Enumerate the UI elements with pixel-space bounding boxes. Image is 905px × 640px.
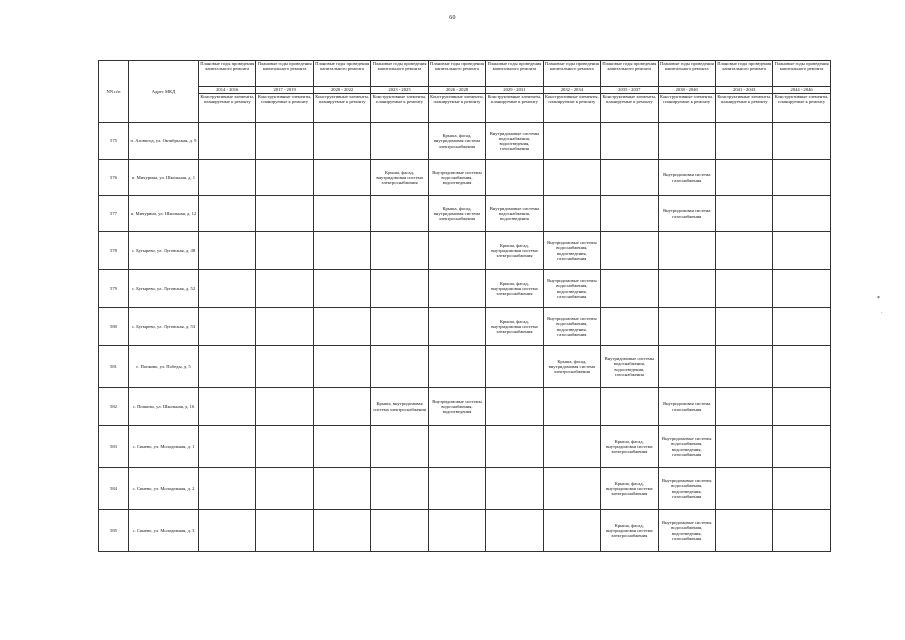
period-range: 2032 - 2034 xyxy=(543,87,600,94)
elements-cell xyxy=(256,270,313,308)
row-number: 584 xyxy=(99,468,129,510)
period-heading: Плановые годы проведения капитального ремонта xyxy=(773,61,831,87)
elements-cell xyxy=(773,308,831,346)
elements-cell: Внутридомовая система газоснабжения xyxy=(658,196,715,232)
elements-cell xyxy=(715,510,772,552)
elements-cell xyxy=(428,426,485,468)
elements-cell xyxy=(256,346,313,388)
elements-cell: Крыша, фасад, внутридомовая система электроснабжения xyxy=(428,196,485,232)
repair-schedule-table xyxy=(98,60,831,552)
elements-cell xyxy=(313,270,370,308)
elements-cell xyxy=(428,346,485,388)
elements-cell xyxy=(715,426,772,468)
elements-cell xyxy=(486,388,543,426)
elements-cell xyxy=(256,426,313,468)
elements-cell xyxy=(313,468,370,510)
elements-cell xyxy=(371,468,428,510)
elements-cell: Внутридомовые системы водоснабжения, водоотведения, газоснабжения xyxy=(658,468,715,510)
page-number: 60 xyxy=(449,15,456,21)
elements-cell xyxy=(773,232,831,270)
elements-cell xyxy=(199,232,256,270)
period-heading: Плановые годы проведения капитального ремонта xyxy=(256,61,313,87)
elements-cell xyxy=(486,160,543,196)
elements-cell xyxy=(715,196,772,232)
elements-cell xyxy=(773,388,831,426)
elements-cell xyxy=(371,308,428,346)
elements-cell: Крыша, фасад, внутридомовая система электроснабжения xyxy=(486,232,543,270)
elements-cell xyxy=(199,270,256,308)
elements-cell xyxy=(543,123,600,160)
table-row xyxy=(99,308,831,346)
elements-cell xyxy=(601,308,658,346)
elements-cell: Крыша, внутридомовая система электроснабжения xyxy=(371,388,428,426)
address-cell: с. Попково, ул. Победы, д. 5 xyxy=(129,346,199,388)
elements-cell xyxy=(371,270,428,308)
elements-cell xyxy=(601,160,658,196)
elements-cell xyxy=(543,426,600,468)
elements-cell: Крыша, фасад, внутридомовая система электроснабжения xyxy=(543,346,600,388)
address-cell: п. Мичурина, ул. Школьная, д. 1 xyxy=(129,160,199,196)
elements-cell xyxy=(715,123,772,160)
period-heading: Плановые годы проведения капитального ремонта xyxy=(313,61,370,87)
elements-cell xyxy=(773,123,831,160)
elements-heading: Конструктивные элементы, планируемые к ремонту xyxy=(371,94,428,123)
row-number: 576 xyxy=(99,160,129,196)
period-range: 2020 - 2022 xyxy=(313,87,370,94)
elements-cell xyxy=(543,160,600,196)
table-row xyxy=(99,510,831,552)
elements-cell xyxy=(715,346,772,388)
elements-cell xyxy=(313,426,370,468)
address-cell: с. Попково, ул. Школьная, д. 16 xyxy=(129,388,199,426)
elements-cell xyxy=(371,426,428,468)
period-range: 2041 - 2043 xyxy=(715,87,772,94)
elements-cell xyxy=(773,196,831,232)
elements-cell xyxy=(256,510,313,552)
elements-cell xyxy=(313,232,370,270)
period-range: 2026 - 2028 xyxy=(428,87,485,94)
elements-cell xyxy=(256,388,313,426)
row-number: 583 xyxy=(99,426,129,468)
elements-cell xyxy=(601,232,658,270)
elements-cell xyxy=(601,388,658,426)
elements-cell xyxy=(773,346,831,388)
elements-cell xyxy=(371,196,428,232)
elements-cell: Крыша, фасад, внутридомовая система электроснабжения xyxy=(601,510,658,552)
elements-heading: Конструктивные элементы, планируемые к ремонту xyxy=(313,94,370,123)
elements-cell xyxy=(428,232,485,270)
elements-cell xyxy=(199,196,256,232)
period-heading: Плановые годы проведения капитального ремонта xyxy=(715,61,772,87)
num-column-header: NN п/п xyxy=(99,61,129,123)
elements-heading: Конструктивные элементы, планируемые к ремонту xyxy=(773,94,831,123)
row-number: 582 xyxy=(99,388,129,426)
elements-cell xyxy=(773,510,831,552)
elements-cell xyxy=(256,160,313,196)
address-cell: с. Синево, ул. Молодежная, д. 3 xyxy=(129,510,199,552)
elements-cell xyxy=(371,510,428,552)
elements-cell xyxy=(773,160,831,196)
elements-heading: Конструктивные элементы, планируемые к ремонту xyxy=(256,94,313,123)
elements-cell xyxy=(428,468,485,510)
elements-cell xyxy=(371,123,428,160)
address-cell: с. Синево, ул. Молодежная, д. 1 xyxy=(129,426,199,468)
elements-cell xyxy=(715,232,772,270)
address-cell: с. Синево, ул. Молодежная, д. 2 xyxy=(129,468,199,510)
elements-cell xyxy=(601,196,658,232)
elements-cell xyxy=(199,426,256,468)
elements-cell xyxy=(658,232,715,270)
row-number: 578 xyxy=(99,232,129,270)
elements-cell: Внутридомовые системы водоснабжения, водоотведения, газоснабжения xyxy=(658,426,715,468)
elements-heading: Конструктивные элементы, планируемые к ремонту xyxy=(428,94,485,123)
elements-cell xyxy=(601,270,658,308)
elements-cell xyxy=(256,308,313,346)
elements-cell xyxy=(658,346,715,388)
elements-cell xyxy=(715,308,772,346)
elements-cell: Внутридомовые системы водоснабжения, водоотведения, газоснабжения xyxy=(486,123,543,160)
elements-cell xyxy=(313,160,370,196)
period-heading: Плановые годы проведения капитального ремонта xyxy=(371,61,428,87)
elements-cell xyxy=(428,308,485,346)
elements-cell xyxy=(658,308,715,346)
elements-cell: Внутридомовые системы водоснабжения, водоотведения xyxy=(428,160,485,196)
elements-cell xyxy=(773,426,831,468)
address-column-header: Адрес МКД xyxy=(129,61,199,123)
row-number: 580 xyxy=(99,308,129,346)
elements-cell xyxy=(486,426,543,468)
elements-cell xyxy=(199,388,256,426)
elements-cell: Внутридомовые системы водоснабжения, водоотведения xyxy=(428,388,485,426)
elements-cell: Внутридомовые системы водоснабжения, водоотведения, газоснабжения xyxy=(543,232,600,270)
elements-cell xyxy=(256,123,313,160)
address-cell: п. Мичурина, ул. Школьная, д. 12 xyxy=(129,196,199,232)
elements-cell xyxy=(256,232,313,270)
elements-cell: Внутридомовая система газоснабжения xyxy=(658,160,715,196)
table-row xyxy=(99,468,831,510)
table-row xyxy=(99,426,831,468)
elements-cell: Внутридомовая система газоснабжения xyxy=(658,388,715,426)
elements-cell xyxy=(199,468,256,510)
elements-cell xyxy=(313,308,370,346)
period-heading: Плановые годы проведения капитального ремонта xyxy=(486,61,543,87)
elements-cell xyxy=(486,510,543,552)
table-row xyxy=(99,270,831,308)
elements-cell xyxy=(715,388,772,426)
table-body xyxy=(99,123,831,552)
elements-cell xyxy=(486,468,543,510)
margin-mark: * xyxy=(877,296,880,302)
elements-heading: Конструктивные элементы, планируемые к ремонту xyxy=(543,94,600,123)
elements-cell: Внутридомовые системы водоснабжения, водоотведения, газоснабжения xyxy=(543,270,600,308)
table-row xyxy=(99,196,831,232)
row-number: 585 xyxy=(99,510,129,552)
elements-cell xyxy=(199,123,256,160)
elements-cell: Внутридомовые системы водоснабжения, водоотведения, газоснабжения xyxy=(658,510,715,552)
elements-cell: Крыша, фасад, внутридомовая система электроснабжения xyxy=(371,160,428,196)
elements-cell xyxy=(371,346,428,388)
elements-cell xyxy=(256,468,313,510)
elements-cell xyxy=(543,388,600,426)
elements-cell xyxy=(313,346,370,388)
elements-cell xyxy=(256,196,313,232)
address-cell: с. Бугырево, ул. Луговская, д. 52 xyxy=(129,270,199,308)
table-row xyxy=(99,388,831,426)
elements-cell xyxy=(313,510,370,552)
elements-cell: Крыша, фасад, внутридомовая система электроснабжения xyxy=(486,270,543,308)
address-cell: п. Азовпгод, ул. Октябрьская, д. 9 xyxy=(129,123,199,160)
period-range: 2023 - 2025 xyxy=(371,87,428,94)
elements-cell xyxy=(543,510,600,552)
period-range: 2038 - 2040 xyxy=(658,87,715,94)
elements-heading: Конструктивные элементы, планируемые к ремонту xyxy=(199,94,256,123)
elements-cell xyxy=(543,468,600,510)
elements-cell xyxy=(773,468,831,510)
elements-heading: Конструктивные элементы, планируемые к ремонту xyxy=(715,94,772,123)
elements-cell xyxy=(371,232,428,270)
elements-cell xyxy=(428,510,485,552)
elements-cell xyxy=(199,308,256,346)
elements-cell xyxy=(313,123,370,160)
elements-cell xyxy=(773,270,831,308)
period-heading: Плановые годы проведения капитального ремонта xyxy=(658,61,715,87)
table-header xyxy=(99,61,831,123)
row-number: 579 xyxy=(99,270,129,308)
period-heading: Плановые годы проведения капитального ремонта xyxy=(601,61,658,87)
table-row xyxy=(99,160,831,196)
period-heading: Плановые годы проведения капитального ремонта xyxy=(199,61,256,87)
elements-cell xyxy=(199,510,256,552)
elements-cell: Крыша, фасад, внутридомовая система электроснабжения xyxy=(601,468,658,510)
row-number: 577 xyxy=(99,196,129,232)
elements-cell xyxy=(715,468,772,510)
elements-heading: Конструктивные элементы, планируемые к ремонту xyxy=(486,94,543,123)
table-row xyxy=(99,346,831,388)
elements-cell xyxy=(313,388,370,426)
elements-heading: Конструктивные элементы, планируемые к ремонту xyxy=(658,94,715,123)
elements-cell xyxy=(715,270,772,308)
elements-cell xyxy=(715,160,772,196)
elements-cell: Крыша, фасад, внутридомовая система электроснабжения xyxy=(601,426,658,468)
period-range: 2017 - 2019 xyxy=(256,87,313,94)
elements-heading: Конструктивные элементы, планируемые к ремонту xyxy=(601,94,658,123)
table-row xyxy=(99,232,831,270)
elements-cell: Внутридомовые системы водоснабжения, водоотведения, газоснабжения xyxy=(601,346,658,388)
period-heading: Плановые годы проведения капитального ремонта xyxy=(543,61,600,87)
address-cell: с. Бугырево, ул. Луговская, д. 53 xyxy=(129,308,199,346)
elements-cell: Крыша, фасад, внутридомовая система электроснабжения xyxy=(486,308,543,346)
elements-cell: Крыша, фасад, внутридомовая система электроснабжения xyxy=(428,123,485,160)
period-heading: Плановые годы проведения капитального ремонта xyxy=(428,61,485,87)
elements-cell: Внутридомовые системы водоснабжения, водоотведения xyxy=(486,196,543,232)
elements-cell xyxy=(601,123,658,160)
table-row xyxy=(99,123,831,160)
period-range: 2044 - 2046 xyxy=(773,87,831,94)
elements-cell xyxy=(658,270,715,308)
row-number: 581 xyxy=(99,346,129,388)
elements-cell xyxy=(658,123,715,160)
period-range: 2035 - 2037 xyxy=(601,87,658,94)
elements-cell xyxy=(199,346,256,388)
margin-mark: · xyxy=(881,311,883,316)
elements-cell xyxy=(543,196,600,232)
elements-cell xyxy=(428,270,485,308)
elements-cell xyxy=(486,346,543,388)
elements-cell: Внутридомовые системы водоснабжения, водоотведения, газоснабжения xyxy=(543,308,600,346)
row-number: 575 xyxy=(99,123,129,160)
elements-cell xyxy=(199,160,256,196)
period-range: 2029 - 2031 xyxy=(486,87,543,94)
period-range: 2014 - 2016 xyxy=(199,87,256,94)
elements-cell xyxy=(313,196,370,232)
address-cell: с. Бугырево, ул. Луговская, д. 48 xyxy=(129,232,199,270)
